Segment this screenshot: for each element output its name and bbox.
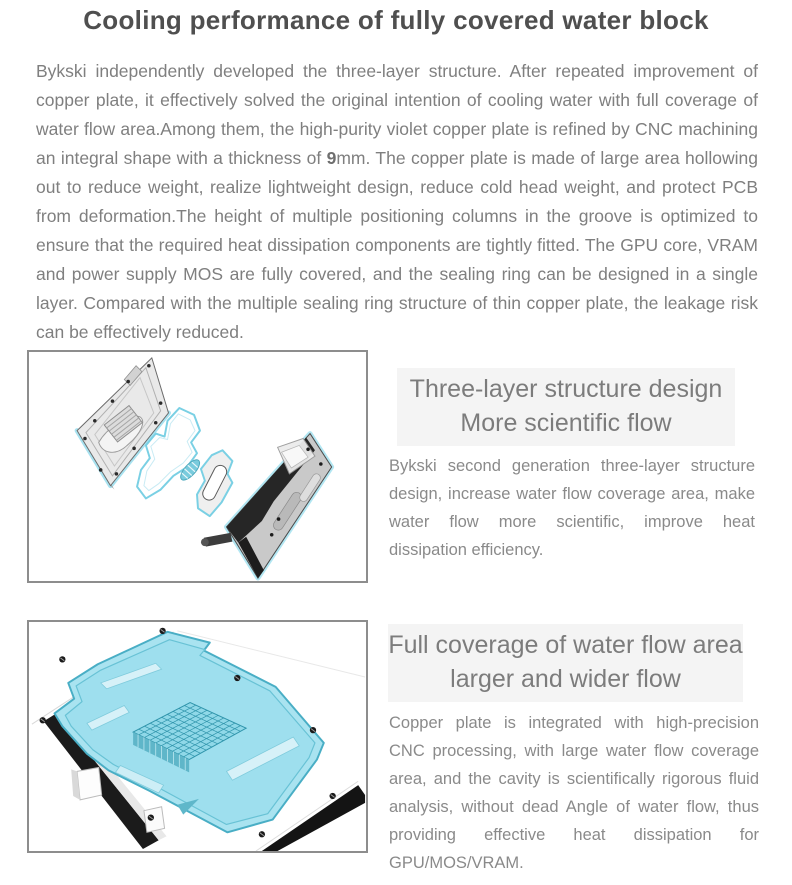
exploded-view-image — [27, 350, 368, 583]
feature-heading-line1: Full coverage of water flow area — [388, 631, 743, 659]
feature-heading-line2: larger and wider flow — [450, 665, 681, 693]
feature-heading-line2: More scientific flow — [460, 409, 672, 437]
intro-paragraph — [36, 57, 758, 347]
feature-heading-three-layer — [397, 368, 735, 446]
feature-body-three-layer: Bykski second generation three-layer structure design, increase water flow coverage area, make water flow more scientific, improve heat dissipation efficiency. — [389, 457, 755, 559]
water-flow-image — [27, 620, 368, 853]
thickness-value: 9 — [326, 148, 337, 168]
feature-body-full-coverage: Copper plate is integrated with high-precision CNC processing, with large water flow coverage area, and the cavity is scientifically rigorous fluid analysis, without dead Angle of water flow, thus providing effective heat dissipation for GPU/MOS/VRAM. — [389, 714, 759, 872]
page-title: Cooling performance of fully covered water block — [83, 5, 709, 35]
intro-text-part2: mm. The copper plate is made of large area hollowing out to reduce weight, realize lightweight design, reduce cold head weight, and protect PCB from deformation.The height of multiple positioning columns in the groove is optimized to ensure that the required heat dissipation components are tightly fitted. The GPU core, VRAM and power supply MOS are fully covered, and the sealing ring can be designed in a single layer. Compared with the multiple sealing ring structure of thin copper plate, the leakage risk can be effectively reduced. — [36, 148, 758, 342]
intro-text-part1: Bykski independently developed the three-layer structure. After repeated improvement of copper plate, it effectively solved the original intention of cooling water with full coverage of water flow area.Among them, the high-purity violet copper plate is refined by CNC machining an integral shape with a thickness of — [36, 61, 758, 168]
feature-heading-line1: Three-layer structure design — [409, 375, 723, 403]
feature-heading-full-coverage — [388, 624, 743, 702]
